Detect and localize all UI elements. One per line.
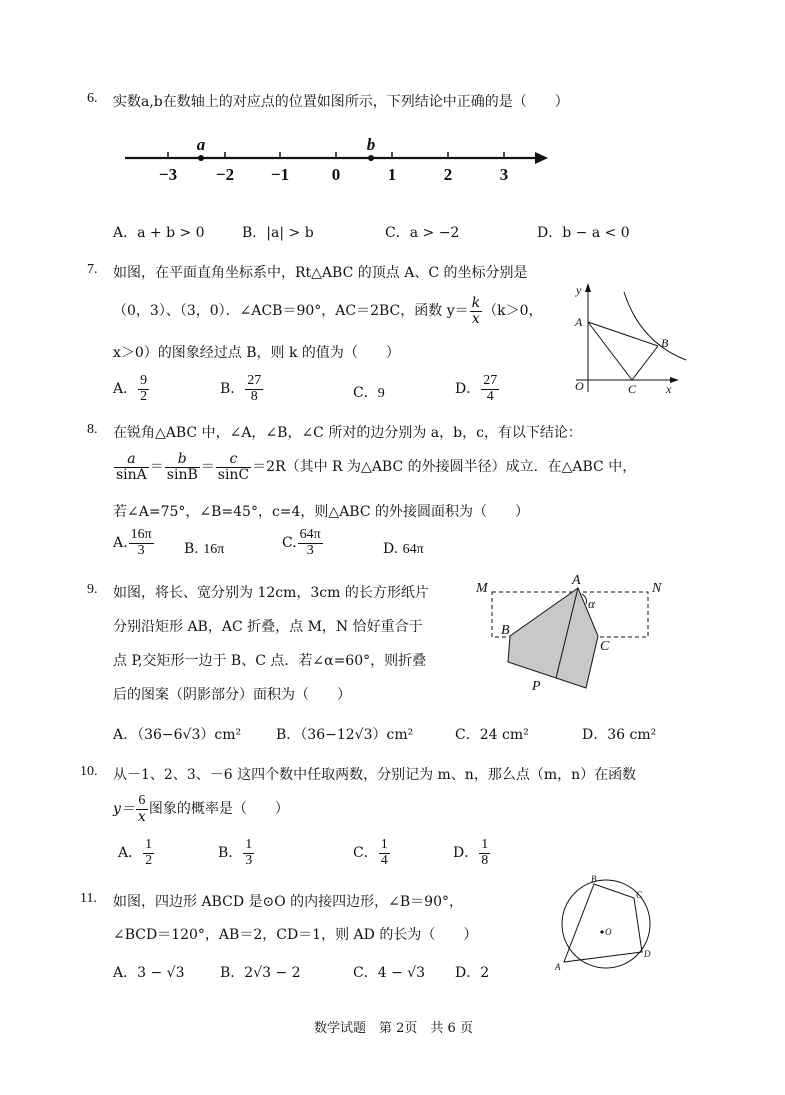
q8-option-d-label: D. [383, 541, 399, 557]
q6-point-b-label: b [366, 135, 376, 154]
q8-frac-a [114, 452, 149, 482]
q7-option-a-fraction [138, 374, 149, 404]
q11-fig-label-b: B [591, 874, 597, 884]
q8-line2-text: （其中 R 为△ABC 的外接圆半径）成立．在△ABC 中， [285, 459, 637, 476]
q10-line2-text: y＝ [113, 801, 135, 818]
q8-frac-b-den: sinB [166, 466, 198, 483]
q7-option-b-num: 27 [247, 373, 262, 388]
q7-line1: 如图，在平面直角坐标系中，Rt△ABC 的顶点 A、C 的坐标分别是 [113, 265, 528, 281]
q11-line1: 如图，四边形 ABCD 是⊙O 的内接四边形，∠B＝90°， [113, 894, 463, 910]
q10-line1: 从－1、2、3、－6 这四个数中任取两数，分别记为 m、n，那么点（m，n）在函数 [113, 767, 637, 783]
q8-frac-b [165, 452, 200, 482]
q10-option-a-den: 2 [145, 852, 153, 868]
q9-option-b[interactable]: B．（36−12√3）cm² [276, 727, 414, 743]
q10-number: 10. [80, 764, 98, 779]
q10-option-c-den: 4 [380, 852, 388, 868]
q11-circle-figure [550, 874, 665, 974]
q7-fig-label-y: y [576, 283, 582, 297]
q8-option-c-num: 64π [299, 527, 321, 542]
q7-option-d-fraction [481, 374, 499, 404]
q10-option-a-label: A． [118, 845, 143, 862]
q9-option-a[interactable]: A．（36−6√3）cm² [113, 727, 242, 743]
page-footer: 数学试题 第 2页 共 6 页 [314, 1021, 473, 1036]
q10-option-d-num: 1 [481, 837, 489, 852]
q10-option-d-label: D． [453, 845, 479, 862]
q9-fig-label-c: C [600, 639, 610, 654]
q9-fig-label-p: P [532, 679, 541, 694]
q7-fig-label-x: x [666, 382, 672, 396]
q7-line2 [113, 296, 543, 326]
q9-line1: 如图，将长、宽分别为 12cm，3cm 的长方形纸片 [113, 585, 429, 601]
q7-option-b-label: B． [220, 381, 245, 398]
q6-tick-label: −1 [270, 165, 290, 184]
q9-line3: 点 P,交矩形一边于 B、C 点．若∠α=60°，则折叠 [113, 653, 427, 669]
q9-fold-figure [470, 570, 670, 695]
q7-fig-label-b: B [661, 336, 669, 350]
q7-frac-denominator: x [471, 310, 480, 327]
q7-line2-tail: （k＞0， [483, 303, 543, 320]
q7-fig-label-c: C [628, 382, 637, 396]
q8-option-d[interactable] [383, 541, 424, 558]
q6-tick-label: 0 [331, 165, 341, 184]
q7-option-d-den: 4 [486, 388, 494, 404]
q10-option-d-den: 8 [481, 852, 489, 868]
q6-number-line [120, 132, 550, 187]
q10-option-b-num: 1 [245, 837, 253, 852]
q7-line3: x＞0）的图象经过点 B，则 k 的值为（ ） [113, 345, 400, 361]
q10-option-c-label: C． [353, 845, 378, 862]
q11-option-d[interactable]: D．2 [455, 965, 490, 981]
q8-frac-c-den: sinC [217, 466, 250, 483]
q7-coordinate-figure [562, 280, 692, 400]
q8-option-d-value: 64π [402, 542, 424, 557]
q11-number: 11. [80, 891, 97, 906]
q8-option-b-label: B. [184, 541, 199, 557]
q8-option-a-label: A. [113, 535, 128, 552]
q11-fig-label-d: D [644, 949, 651, 959]
q7-option-a-label: A． [113, 381, 138, 398]
q8-frac-b-num: b [165, 452, 200, 468]
q8-option-a[interactable] [113, 528, 155, 558]
q6-tick-label: 1 [387, 165, 397, 184]
q10-option-a-fraction [143, 838, 154, 868]
q7-option-d-num: 27 [483, 373, 498, 388]
q8-frac-a-num: a [114, 452, 149, 468]
q6-option-d[interactable]: D．b − a < 0 [537, 225, 630, 241]
q7-option-d[interactable] [455, 374, 500, 404]
q6-point-a-label: a [196, 135, 206, 154]
q6-option-b[interactable]: B．|a| > b [242, 225, 314, 241]
q11-fig-label-o: O [605, 927, 612, 937]
q7-fig-label-a: A [575, 315, 583, 329]
q6-tick-label: −3 [158, 165, 178, 184]
q10-line2-tail: 图象的概率是（ ） [148, 801, 289, 818]
q8-number: 8. [87, 422, 98, 437]
q8-option-c-fraction [298, 528, 323, 558]
q8-option-a-num: 16π [130, 527, 152, 542]
q8-option-c[interactable] [282, 528, 324, 558]
q7-option-a-num: 9 [140, 373, 148, 388]
q11-option-a[interactable]: A．3 − √3 [113, 965, 185, 981]
q7-fig-label-o: O [575, 379, 584, 393]
q10-option-b[interactable] [218, 838, 255, 868]
q8-frac-c-num: c [216, 452, 251, 468]
q10-option-b-den: 3 [245, 852, 253, 868]
q10-option-c[interactable] [353, 838, 391, 868]
q8-line3: 若∠A=75°，∠B=45°，c=4，则△ABC 的外接圆面积为（ ） [113, 504, 530, 520]
q6-number: 6. [87, 91, 98, 106]
q10-option-c-fraction [379, 838, 390, 868]
q7-option-b-fraction [245, 374, 263, 404]
q11-option-b[interactable]: B．2√3 − 2 [220, 965, 301, 981]
q9-fig-label-alpha: α [588, 596, 595, 611]
q6-stem: 实数a,b在数轴上的对应点的位置如图所示，下列结论中正确的是（ ） [113, 94, 569, 110]
q6-tick-label: −2 [215, 165, 235, 184]
q11-option-c[interactable]: C．4 − √3 [353, 965, 426, 981]
q8-line2: $\frac{a}{\sin A}$ ＝ $\frac{b}{\sin B}$ ＝ $\frac{c}{\sin C}$ ＝2R（其中 R 为△ABC 的外接圆半径）成立．在△ABC 中， [116, 451, 637, 483]
q7-option-d-label: D． [455, 381, 481, 398]
q7-option-b[interactable] [220, 374, 264, 404]
q8-option-b-value: 16π [203, 542, 225, 557]
q9-line4: 后的图案（阴影部分）面积为（ ） [113, 687, 351, 703]
q10-option-c-num: 1 [380, 837, 388, 852]
q9-fig-label-m: M [476, 581, 488, 596]
q11-fig-label-c: C [636, 890, 643, 900]
q10-option-a[interactable] [118, 838, 155, 868]
q6-tick-label: 3 [499, 165, 509, 184]
q9-option-c[interactable]: C．24 cm² [455, 727, 529, 743]
q10-frac-denominator: x [137, 808, 146, 825]
q7-fraction-k-over-x [470, 296, 482, 326]
q7-option-a[interactable] [113, 374, 150, 404]
q7-option-c[interactable] [353, 382, 385, 402]
q10-option-d-fraction [479, 838, 490, 868]
q8-frac-a-den: sinA [116, 466, 147, 483]
q9-number: 9. [87, 582, 98, 597]
q8-frac-c [216, 452, 251, 482]
q9-fig-label-b: B [501, 623, 510, 638]
q11-fig-label-a: A [555, 962, 561, 972]
q7-option-b-den: 8 [250, 388, 258, 404]
q7-number: 7. [87, 262, 98, 277]
q9-fig-label-a: A [572, 573, 581, 588]
q10-fraction-6-over-x [136, 794, 148, 824]
q10-option-b-fraction [243, 838, 254, 868]
q7-option-a-den: 2 [140, 388, 148, 404]
q7-frac-numerator: k [471, 295, 481, 311]
q8-option-c-label: C. [282, 535, 297, 552]
q8-option-b[interactable] [184, 541, 224, 558]
q6-option-a[interactable]: A．a + b > 0 [113, 225, 205, 241]
q8-option-c-den: 3 [306, 542, 314, 558]
q11-line2: ∠BCD＝120°，AB＝2，CD＝1，则 AD 的长为（ ） [113, 927, 478, 943]
q10-option-a-num: 1 [145, 837, 153, 852]
q10-option-d[interactable] [453, 838, 491, 868]
q7-line2-text: （0，3）、（3，0）．∠ACB＝90°，AC＝2BC，函数 y＝ [113, 303, 469, 320]
q8-line1: 在锐角△ABC 中，∠A，∠B，∠C 所对的边分别为 a，b，c，有以下结论： [113, 425, 582, 441]
q9-option-d[interactable]: D．36 cm² [582, 727, 657, 743]
q9-line2: 分别沿矩形 AB，AC 折叠，点 M，N 恰好重合于 [113, 619, 423, 635]
q6-option-c[interactable]: C．a > −2 [385, 225, 460, 241]
q10-frac-numerator: 6 [136, 794, 148, 810]
q6-tick-label: 2 [443, 165, 453, 184]
q10-option-b-label: B． [218, 845, 243, 862]
q8-option-a-den: 3 [137, 542, 145, 558]
q8-option-a-fraction [129, 528, 154, 558]
q7-option-c-label: C． [353, 385, 378, 401]
q9-fig-label-n: N [652, 581, 662, 596]
q8-eq-tail: ＝2R [252, 459, 286, 476]
q7-option-c-value: 9 [377, 386, 385, 401]
q10-line2 [113, 794, 289, 824]
